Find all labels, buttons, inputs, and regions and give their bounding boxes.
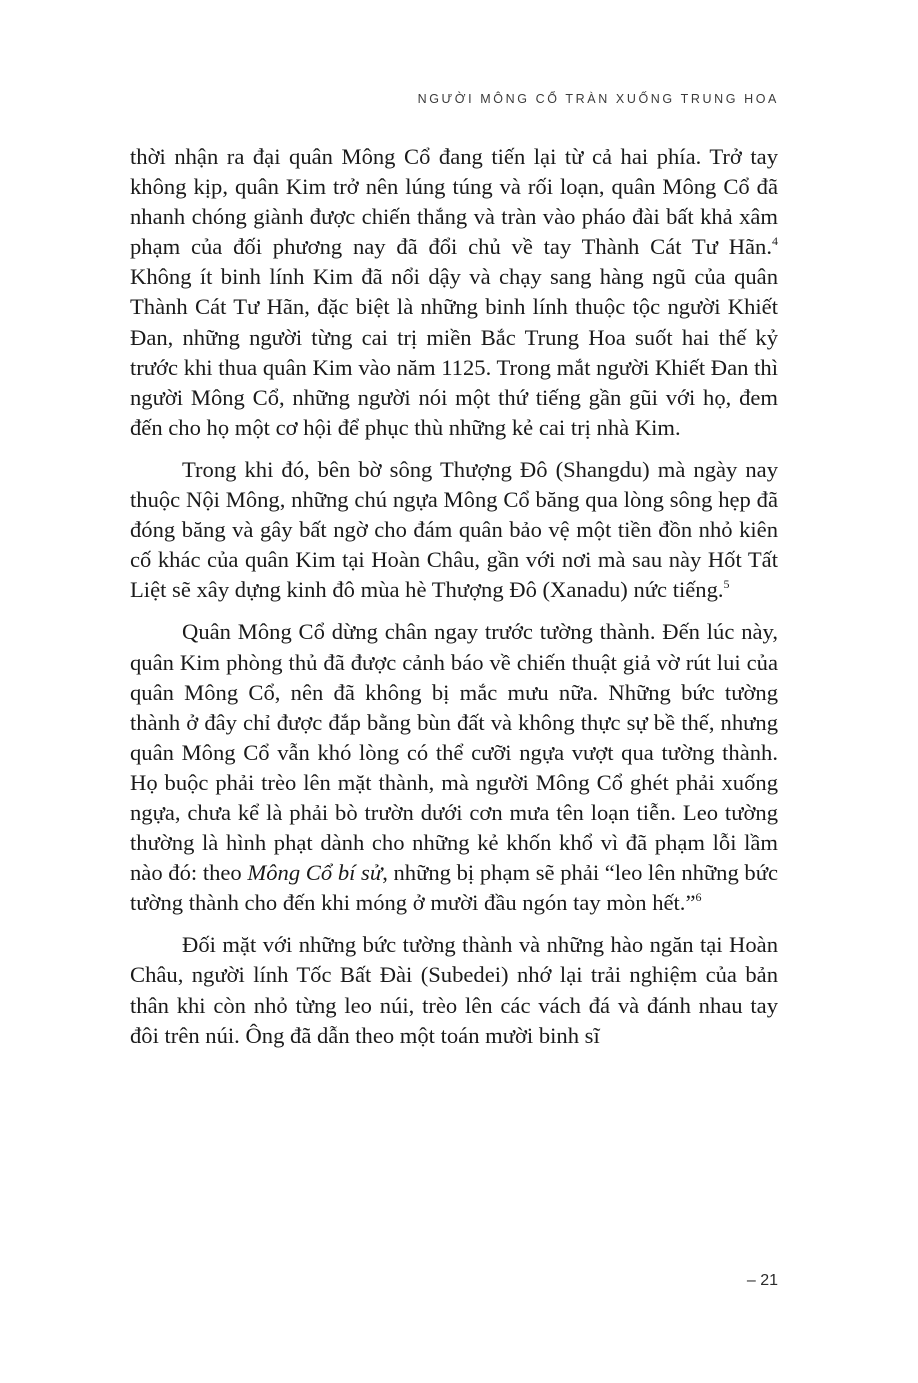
footnote-marker-6[interactable]: 6: [695, 890, 702, 905]
running-header: NGƯỜI MÔNG CỔ TRÀN XUỐNG TRUNG HOA: [417, 92, 779, 106]
paragraph-1-text-b: Không ít binh lính Kim đã nổi dậy và chạy sang hàng ngũ của quân Thành Cát Tư Hãn, đặc biệt là những binh lính thuộc tộc người Khiết Đan, những người từng cai trị miền Bắc Trung Hoa suốt hai thế kỷ trước khi thua quân Kim vào năm 1125. Trong mắt người Khiết Đan thì người Mông Cổ, những người nói một thứ tiếng gần gũi với họ, đem đến cho họ một cơ hội để phục thù những kẻ cai trị nhà Kim.: [130, 264, 778, 440]
paragraph-3-text-a: Quân Mông Cổ dừng chân ngay trước tường thành. Đến lúc này, quân Kim phòng thủ đã được cảnh báo về chiến thuật giả vờ rút lui của quân Mông Cổ, nên đã không bị mắc mưu nữa. Những bức tường thành ở đây chỉ được đắp bằng bùn đất và không thực sự bề thế, nhưng quân Mông Cổ vẫn khó lòng có thể cưỡi ngựa vượt qua tường thành. Họ buộc phải trèo lên mặt thành, mà người Mông Cổ ghét phải xuống ngựa, chưa kể là phải bò trườn dưới cơn mưa tên loạn tiễn. Leo tường thường là hình phạt dành cho những kẻ khốn khổ vì đã phạm lỗi lầm nào đó: theo: [130, 619, 778, 886]
paragraph-2-text: Trong khi đó, bên bờ sông Thượng Đô (Shangdu) mà ngày nay thuộc Nội Mông, những chú ngựa Mông Cổ băng qua lòng sông hẹp đã đóng băng và gây bất ngờ cho đám quân bảo vệ một tiền đồn nhỏ kiên cố khác của quân Kim tại Hoàn Châu, gần với nơi mà sau này Hốt Tất Liệt sẽ xây dựng kinh đô mùa hè Thượng Đô (Xanadu) nức tiếng.: [130, 456, 778, 603]
book-title-italic: Mông Cổ bí sử: [247, 860, 383, 886]
paragraph-1: [130, 142, 778, 443]
footnote-marker-5[interactable]: 5: [723, 577, 730, 592]
paragraph-3: [130, 617, 778, 918]
paragraph-1-text-a: thời nhận ra đại quân Mông Cổ đang tiến lại từ cả hai phía. Trở tay không kịp, quân Kim trở nên lúng túng và rối loạn, quân Mông Cổ đã nhanh chóng giành được chiến thắng và tràn vào pháo đài bất khả xâm phạm của đối phương nay đã đổi chủ về tay Thành Cát Tư Hãn.: [130, 144, 778, 260]
paragraph-4-text: Đối mặt với những bức tường thành và những hào ngăn tại Hoàn Châu, người lính Tốc Bất Đài (Subedei) nhớ lại trải nghiệm của bản thân khi còn nhỏ từng leo núi, trèo lên các vách đá và đánh nhau tay đôi trên núi. Ông đã dẫn theo một toán mười binh sĩ: [130, 932, 778, 1048]
paragraph-2: [130, 455, 778, 605]
page-body: [130, 142, 778, 1063]
page-number: – 21: [746, 1272, 778, 1289]
paragraph-3-text-b: , những bị phạm sẽ phải “leo lên những bức tường thành cho đến khi móng ở mười đầu ngón tay mòn hết.”: [130, 860, 779, 916]
paragraph-4: [130, 930, 778, 1050]
footnote-marker-4[interactable]: 4: [772, 234, 778, 249]
